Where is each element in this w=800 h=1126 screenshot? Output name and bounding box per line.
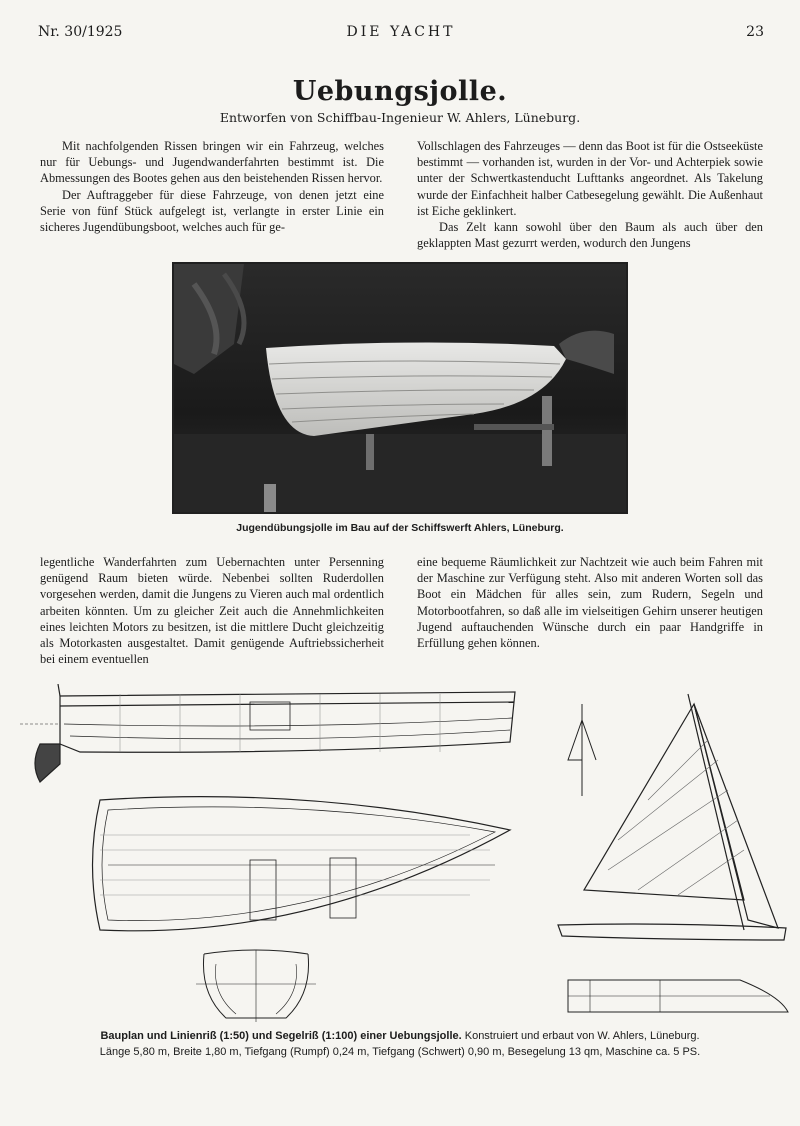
paragraph: eine bequeme Räumlichkeit zur Nachtzeit wie auch beim Fahren mit der Maschine zur Verfügung steht. Also mit anderen Worten soll das Boot ein Mädchen für alles sein, zum Rudern, Segeln und Motorbootfahren, so daß alle im vielseitigen Gehirn unserer heutigen Jugend auftauchenden Wünsche durch ein paar Handgriffe in Erfüllung gehen können. bbox=[417, 555, 763, 651]
paragraph: Mit nachfolgenden Rissen bringen wir ein Fahrzeug, welches nur für Uebungs- und Jugendwanderfahrten bestimmt ist. Die Abmessungen des Bootes gehen aus den beistehenden Rissen hervor. bbox=[40, 139, 384, 186]
article-title: Uebungsjolle. bbox=[292, 76, 508, 107]
paragraph: legentliche Wanderfahrten zum Uebernachten unter Persenning genügend Raum bieten würde. Nebenbei sollten Ruderdollen vorgesehen werden, damit die Jungens zu Vieren auch mal ordentlich arbeiten könnten. Um zu gleicher Zeit auch die Annehmlichkeiten eines leichten Motors zu besitzen, ist die mittlere Ducht gleichzeitig als Motorkasten ausgestaltet. Damit genügende Auftriebssicherheit bei einem eventuellen bbox=[40, 555, 384, 667]
column-2-top bbox=[417, 138, 763, 251]
hull-sections-drawing bbox=[196, 944, 316, 1024]
issue-number: Nr. 30/1925 bbox=[38, 24, 123, 40]
boat-photo bbox=[172, 262, 628, 514]
photo-caption: Jugendübungsjolle im Bau auf der Schiffswerft Ahlers, Lüneburg. bbox=[236, 522, 564, 534]
paragraph: Das Zelt kann sowohl über den Baum als auch über den geklappten Mast gezurrt werden, wodurch den Jungens bbox=[417, 220, 763, 251]
paragraph: Der Auftraggeber für diese Fahrzeuge, von denen jetzt eine Serie von fünf Stück aufgelegt ist, verlangte in erster Linie ein sicheres Jugendübungsboot, welches auch für ge- bbox=[40, 187, 384, 235]
plans-caption-credit: Konstruiert und erbaut von W. Ahlers, Lüneburg. bbox=[464, 1030, 700, 1042]
sail-plan-drawing bbox=[548, 690, 788, 950]
hull-plan-drawing bbox=[70, 790, 530, 940]
plans-caption-specs: Länge 5,80 m, Breite 1,80 m, Tiefgang (Rumpf) 0,24 m, Tiefgang (Schwert) 0,90 m, Besegelung 13 qm, Maschine ca. 5 PS. bbox=[99, 1046, 701, 1058]
deck-plan-drawing bbox=[560, 976, 790, 1016]
column-1-top bbox=[40, 138, 384, 235]
magazine-name: DIE YACHT bbox=[346, 24, 456, 40]
hull-profile-drawing bbox=[20, 684, 530, 784]
plans-caption bbox=[0, 1028, 800, 1060]
plans-caption-line-1 bbox=[0, 1028, 800, 1044]
article-subtitle: Entworfen von Schiffbau-Ingenieur W. Ahlers, Lüneburg. bbox=[219, 110, 581, 125]
page-number: 23 bbox=[746, 24, 764, 40]
column-1-bottom bbox=[40, 554, 384, 667]
page-header bbox=[38, 24, 764, 44]
plans-caption-bold: Bauplan und Linienriß (1:50) und Segelriß (1:100) einer Uebungsjolle. bbox=[100, 1030, 462, 1042]
paragraph: Vollschlagen des Fahrzeuges — denn das Boot ist für die Ostseeküste bestimmt — vorhanden ist, wurden in der Vor- und Achterpiek sowie unter der Schwertkastenducht Lufttanks angeordnet. Als Takelung wurde der Einfachheit halber Catbesegelung gewählt. Die Außenhaut ist Eiche geklinkert. bbox=[417, 139, 763, 218]
column-2-bottom bbox=[417, 554, 763, 651]
boat-photo-image bbox=[174, 264, 626, 512]
